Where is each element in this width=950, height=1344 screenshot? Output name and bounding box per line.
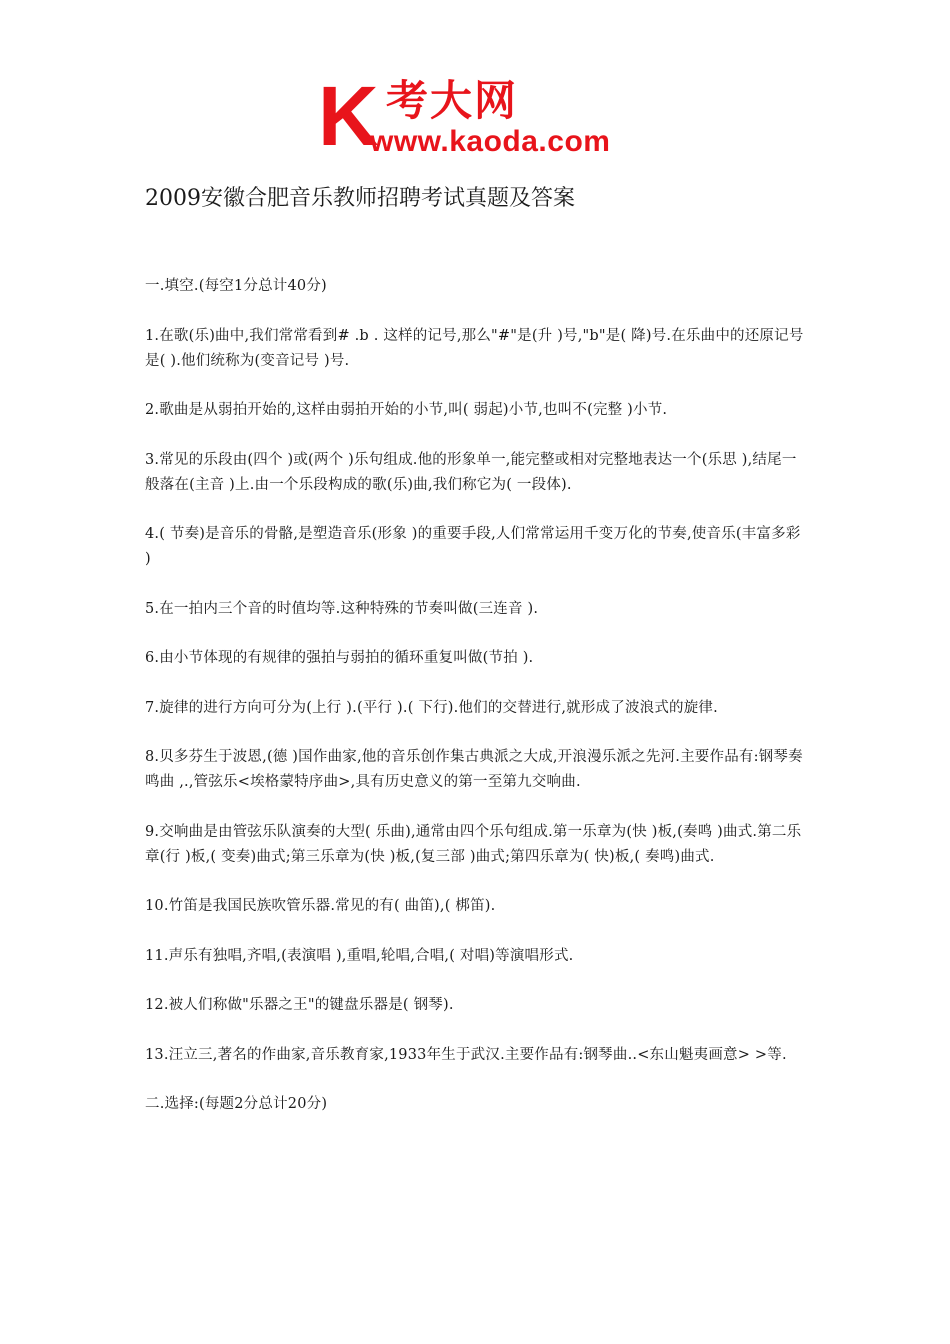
- question-13: 13.汪立三,著名的作曲家,音乐教育家,1933年生于武汉.主要作品有:钢琴曲..<东山魁夷画意> >等.: [145, 1046, 787, 1063]
- question-5: 5.在一拍内三个音的时值均等.这种特殊的节奏叫做(三连音 ).: [145, 600, 539, 617]
- question-7: 7.旋律的进行方向可分为(上行 ).(平行 ).( 下行).他们的交替进行,就形成了波浪式的旋律.: [145, 699, 718, 716]
- document-title: 2009安徽合肥音乐教师招聘考试真题及答案: [145, 186, 575, 211]
- question-8: 8.贝多芬生于波恩,(德 )国作曲家,他的音乐创作集古典派之大成,开浪漫乐派之先河.主要作品有:钢琴奏鸣曲 ,.,管弦乐<埃格蒙特序曲>,具有历史意义的第一至第九交响曲.: [145, 749, 803, 790]
- section-heading-choice: 二.选择:(每题2分总计20分): [145, 1096, 328, 1112]
- logo-url-text: www.kaoda.com: [370, 125, 611, 158]
- question-9: 9.交响曲是由管弦乐队演奏的大型( 乐曲),通常由四个乐句组成.第一乐章为(快 )板,(奏鸣 )曲式.第二乐章(行 )板,( 变奏)曲式;第三乐章为(快 )板,(复三部 )曲式;第四乐章为( 快)板,( 奏鸣)曲式.: [145, 823, 802, 865]
- question-12: 12.被人们称做"乐器之王"的键盘乐器是( 钢琴).: [145, 997, 454, 1013]
- question-2: 2.歌曲是从弱拍开始的,这样由弱拍开始的小节,叫( 弱起)小节,也叫不(完整 )小节.: [145, 402, 668, 418]
- question-11: 11.声乐有独唱,齐唱,(表演唱 ),重唱,轮唱,合唱,( 对唱)等演唱形式.: [145, 947, 574, 964]
- question-1: 1.在歌(乐)曲中,我们常常看到# .b . 这样的记号,那么"#"是(升 )号,"b"是( 降)号.在乐曲中的还原记号是( ).他们统称为(变音记号 )号.: [145, 327, 804, 369]
- document-body: [145, 274, 809, 1142]
- question-3: 3.常见的乐段由(四个 )或(两个 )乐句组成.他的形象单一,能完整或相对完整地表达一个(乐思 ),结尾一般落在(主音 )上.由一个乐段构成的歌(乐)曲,我们称它为( 一段体).: [145, 451, 797, 493]
- question-4: 4.( 节奏)是音乐的骨骼,是塑造音乐(形象 )的重要手段,人们常常运用千变万化的节奏,使音乐(丰富多彩 ): [145, 526, 801, 567]
- question-10: 10.竹笛是我国民族吹管乐器.常见的有( 曲笛),( 梆笛).: [145, 898, 496, 914]
- kaoda-logo: [318, 69, 648, 163]
- logo-brand-text: 考大网: [386, 76, 519, 125]
- section-heading-fill-in: 一.填空.(每空1分总计40分): [145, 278, 327, 294]
- logo-k-mark: K: [318, 69, 377, 163]
- question-6: 6.由小节体现的有规律的强拍与弱拍的循环重复叫做(节拍 ).: [145, 650, 534, 666]
